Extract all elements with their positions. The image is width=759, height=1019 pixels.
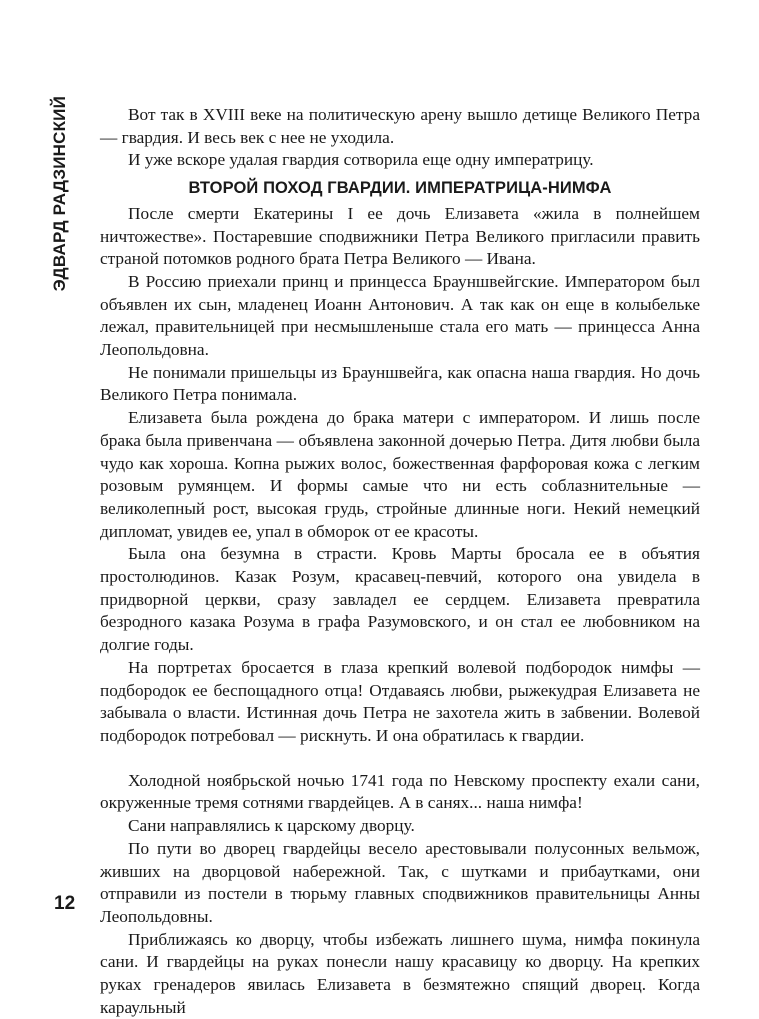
paragraph: Сани направлялись к царскому дворцу. <box>128 816 415 836</box>
running-head-author <box>50 96 70 396</box>
page-number: 12 <box>54 893 76 914</box>
paragraph: Не понимали пришельцы из Брауншвейга, как опасна наша гвардия. Но дочь Великого Петра понимала. <box>100 362 700 405</box>
section-heading: ВТОРОЙ ПОХОД ГВАРДИИ. ИМПЕРАТРИЦА-НИМФА <box>188 179 612 198</box>
paragraph: Была она безумна в страсти. Кровь Марты бросала ее в объятия простолюдинов. Казак Розум, красавец-певчий, которого она увидела в придворной церкви, сразу завладел ее сердцем. Елизавета превратила безродного казака Розума в графа Разумовского, и он стал ее любовником на долгие годы. <box>100 544 700 655</box>
paragraph: В Россию приехали принц и принцесса Брауншвейгские. Императором был объявлен их сын, младенец Иоанн Антонович. А так как он еще в колыбельке лежал, правительницей при несмышленыше стала его мать — принцесса Анна Леопольдовна. <box>100 271 700 360</box>
paragraph: Вот так в XVIII веке на политическую арену вышло детище Великого Петра — гвардия. И весь век с нее не уходила. <box>100 105 700 147</box>
paragraph: По пути во дворец гвардейцы весело арестовывали полусонных вельмож, живших на дворцовой набережной. Так, с шутками и прибаутками, они отправили из постели в тюрьму главных сподвижников правительницы Анны Леопольдовны. <box>100 838 700 926</box>
paragraph: На портретах бросается в глаза крепкий волевой подбородок нимфы — подбородок ее беспощадного отца! Отдаваясь любви, рыжекудрая Елизавета не забывала о власти. Истинная дочь Петра не захотела жить в забвении. Волевой подбородок потребовал — рискнуть. И она обратилась к гвардии. <box>100 657 700 745</box>
paragraph: Елизавета была рождена до брака матери с императором. И лишь после брака была привенчана — объявлена законной дочерью Петра. Дитя любви была чудо как хороша. Копна рыжих волос, божественная фарфоровая кожа с легким розовым румянцем. И формы самые что ни есть соблазнительные — великолепный рост, высокая грудь, стройные длинные ноги. Некий немецкий дипломат, увидев ее, упал в обморок от ее красоты. <box>100 408 700 541</box>
paragraph: После смерти Екатерины I ее дочь Елизавета «жила в полнейшем ничтожестве». Постаревшие сподвижники Петра Великого пригласили править страной потомков родного брата Петра Великого — Ивана. <box>100 203 700 269</box>
paragraph: Приближаясь ко дворцу, чтобы избежать лишнего шума, нимфа покинула сани. И гвардейцы на руках понесли нашу красавицу ко дворцу. На крепких руках гренадеров явилась Елизавета в безмятежно спящий дворец. Когда караульный <box>100 929 700 1017</box>
paragraph: Холодной ноябрьской ночью 1741 года по Невскому проспекту ехали сани, окруженные тремя сотнями гвардейцев. А в санях... наша нимфа! <box>100 770 700 813</box>
paragraph: И уже вскоре удалая гвардия сотворила еще одну императрицу. <box>128 150 594 170</box>
body-text <box>100 104 700 1019</box>
author-name: ЭДВАРД РАДЗИНСКИЙ <box>50 96 69 292</box>
section-break <box>100 748 700 770</box>
